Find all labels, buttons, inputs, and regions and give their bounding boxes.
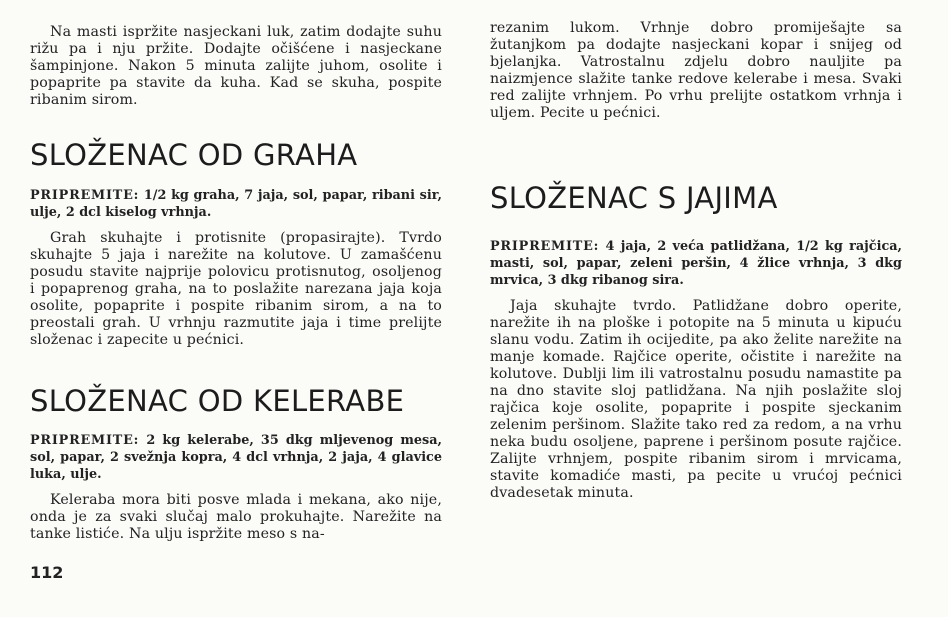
ingredients-jajima [490,238,902,289]
prep-label: PRIPREMITE: [30,433,140,448]
ingredients-text: 4 jaja, 2 veća patlidžana, 1/2 kg rajčica, masti, sol, papar, zeleni peršin, 4 žlice vrhnja, 3 dkg mrvica, 3 dkg ribanog sira. [490,239,902,288]
instructions-graha: Grah skuhajte i protisnite (propasirajte). Tvrdo skuhajte 5 jaja i narežite na kolutove. U zamašćenu posudu stavite najprije polovicu protisnutog, osoljenog i popaprenog graha, na to poslažite narezana jaja koja osolite, popaprite i pospite ribanim sirom, a na to preostali grah. U vrhnju razmutite jaja i time prelijte složenac i zapecite u pećnici. [30,230,442,348]
recipe-title-jajima: SLOŽENAC S JAJIMA [490,181,778,215]
prep-label: PRIPREMITE: [30,188,140,203]
ingredients-text: 1/2 kg graha, 7 jaja, sol, papar, ribani sir, ulje, 2 dcl kiselog vrhnja. [30,188,442,220]
prep-label: PRIPREMITE: [490,239,600,254]
intro-paragraph: Na masti ispržite nasjeckani luk, zatim dodajte suhu rižu pa i nju pržite. Dodajte očišćene i nasjeckane šampinjone. Nakon 5 minuta zalijte juhom, osolite i popaprite pa stavite da kuha. Kad se skuha, pospite ribanim sirom. [30,24,442,108]
page-number: 112 [30,563,64,582]
ingredients-kelerabe [30,432,442,483]
recipe-title-graha: SLOŽENAC OD GRAHA [30,138,358,172]
instructions-jajima: Jaja skuhajte tvrdo. Patlidžane dobro operite, narežite ih na ploške i potopite na 5 minuta u kipuću slanu vodu. Zatim ih ocijedite, pa ako želite narežite na manje komade. Rajčice operite, očistite i narežite na kolutove. Dublji lim ili vatrostalnu posudu namastite pa na dno stavite sloj patlidžana. Na njih poslažite sloj rajčica koje osolite, popaprite i pospite sjeckanim zelenim peršinom. Slažite tako red za redom, a na vrhu neka budu osoljene, paprene i peršinom posute rajčice. Zalijte vrhnjem, pospite ribanim sirom i mrvicama, stavite komadiće masti, pa pecite u vrućoj pećnici dvadesetak minuta. [490,298,902,501]
continuation-paragraph: rezanim lukom. Vrhnje dobro promiješajte sa žutanjkom pa dodajte nasjeckani kopar i snijeg od bjelanjka. Vatrostalnu zdjelu dobro nauljite pa naizmjence slažite tanke redove kelerabe i mesa. Svaki red zalijte vrhnjem. Po vrhu prelijte ostatkom vrhnja i uljem. Pecite u pećnici. [490,20,902,121]
ingredients-graha [30,187,442,221]
recipe-title-kelerabe: SLOŽENAC OD KELERABE [30,384,405,418]
ingredients-text: 2 kg kelerabe, 35 dkg mljevenog mesa, sol, papar, 2 svežnja kopra, 4 dcl vrhnja, 2 jaja, 4 glavice luka, ulje. [30,433,442,482]
instructions-kelerabe: Keleraba mora biti posve mlada i mekana, ako nije, onda je za svaki slučaj malo prokuhajte. Narežite na tanke listiće. Na ulju ispržite meso s na- [30,492,442,542]
